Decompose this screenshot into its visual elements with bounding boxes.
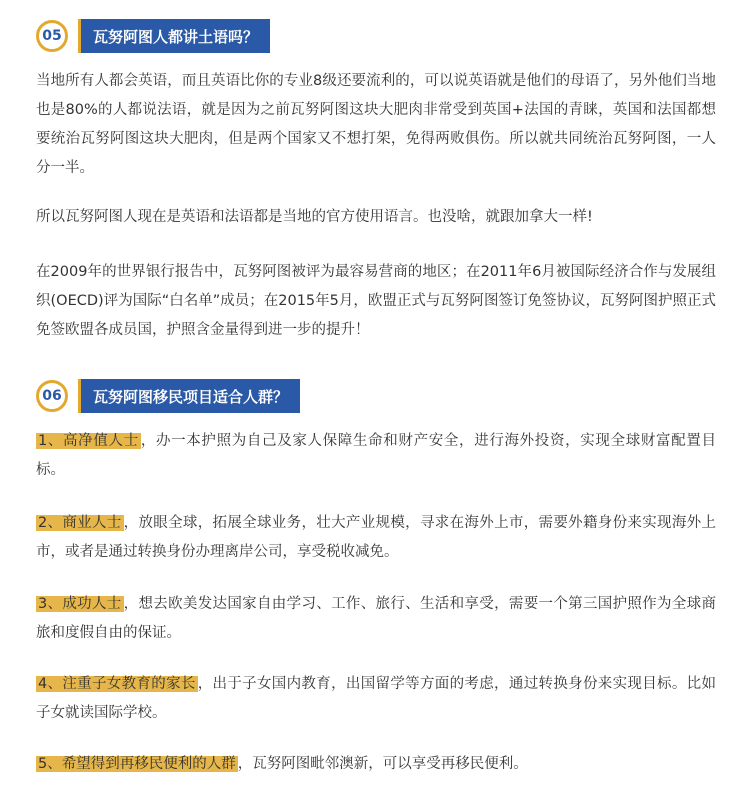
- highlight-label: 4、注重子女教育的家长: [38, 676, 196, 692]
- list-item: [36, 670, 716, 728]
- list-item-text: ，出于子女国内教育，出国留学等方面的考虑，通过转换身份来实现目标。比如子女就读国际学校。: [36, 676, 716, 721]
- highlight-label: 5、希望得到再移民便利的人群: [38, 756, 236, 772]
- list-item-text: ，放眼全球，拓展全球业务，壮大产业规模，寻求在海外上市，需要外籍身份来实现海外上市，或者是通过转换身份办理离岸公司，享受税收减免。: [36, 515, 717, 560]
- list-item-text: ，想去欧美发达国家自由学习、工作、旅行、生活和享受，需要一个第三国护照作为全球商旅和度假自由的保证。: [36, 596, 717, 641]
- section-heading-06: [36, 378, 300, 414]
- highlight-label: 3、成功人士: [38, 596, 122, 612]
- list-item: [36, 509, 716, 567]
- paragraph-languages: 当地所有人都会英语，而且英语比你的专业8级还要流利的，可以说英语就是他们的母语了，另外他们当地也是80%的人都说法语，就是因为之前瓦努阿图这块大肥肉非常受到英国+法国的青睐，英国和法国都想要统治瓦努阿图这块大肥肉，但是两个国家又不想打架，免得两败俱伤。所以就共同统治瓦努阿图，一人分一半。: [36, 73, 716, 176]
- section-number-badge: 06: [36, 380, 68, 412]
- list-item: [36, 590, 716, 648]
- section-title: 瓦努阿图移民项目适合人群？: [78, 379, 300, 413]
- list-item-text: ，瓦努阿图毗邻澳新，可以享受再移民便利。: [237, 756, 528, 772]
- paragraph-official-languages: 所以瓦努阿图人现在是英语和法语都是当地的官方使用语言。也没啥，就跟加拿大一样!: [36, 209, 593, 225]
- paragraph-world-bank: 在2009年的世界银行报告中，瓦努阿图被评为最容易营商的地区；在2011年6月被国际经济合作与发展组织(OECD)评为国际“白名单”成员；在2015年5月，欧盟正式与瓦努阿图签订免签协议，瓦努阿图护照正式免签欧盟各成员国，护照含金量得到进一步的提升！: [36, 264, 716, 338]
- list-item: [36, 750, 716, 779]
- list-item: [36, 427, 716, 485]
- highlight-label: 1、高净值人士: [38, 433, 139, 449]
- section-title: 瓦努阿图人都讲土语吗？: [78, 19, 270, 53]
- section-heading-05: [36, 18, 270, 54]
- section-number-badge: 05: [36, 20, 68, 52]
- highlight-label: 2、商业人士: [38, 515, 122, 531]
- list-item-text: ，办一本护照为自己及家人保障生命和财产安全，进行海外投资，实现全球财富配置目标。: [36, 433, 716, 478]
